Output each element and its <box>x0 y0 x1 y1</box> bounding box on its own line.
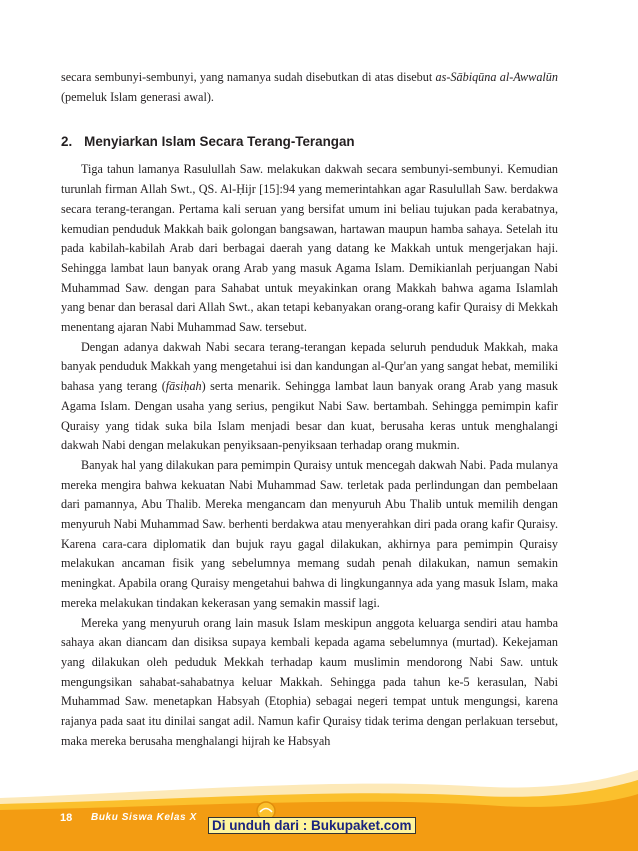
page-number: 18 <box>60 812 73 824</box>
paragraph-3: Banyak hal yang dilakukan para pemimpin Quraisy untuk mencegah dakwah Nabi. Pada mulanya mereka mengira bahwa kekuatan Nabi Muhammad Saw. terletak pada perlindungan dan pembelaan dari pamannya, Abu Thalib. Mereka mengancam dan menyuruh Abu Thalib untuk memilih dengan menyuruh Nabi Muhammad Saw. berhenti berdakwa atau menyerahkan diri pada orang kafir Quraisy. Karena cara-cara diplomatik dan bujuk rayu gagal dilakukan, akhirnya para pemimpin Quraisy melakukan ancaman fisik yang sebelumnya memang sudah penah dilakukan, namun semakin meningkat. Apabila orang Quraisy mengetahui bahwa di lingkungannya ada yang masuk Islam, maka mereka melakukan tindakan kekerasan yang semakin massif lagi. <box>61 457 558 610</box>
section-title: Menyiarkan Islam Secara Terang-Terangan <box>84 134 355 150</box>
paragraph-4: Mereka yang menyuruh orang lain masuk Islam meskipun anggota keluarga sendiri atau hamba sahaya akan diancam dan disiksa supaya kembali kepada agama sebelumnya (murtad). Kekejaman yang dilakukan oleh peduduk Mekkah terhadap kaum muslimin mendorong Nabi Saw. untuk mengungsikan sahabat-sahabatnya keluar Makkah. Sehingga pada tahun ke-5 kerasulan, Nabi Muhammad Saw. menetapkan Habsyah (Etophia) sebagai negeri tempat untuk mengungsi, karena rajanya pada saat itu dinilai sangat adil. Namun kafir Quraisy tidak terima dengan perlakuan tersebut, maka mereka berusaha menghalangi hijrah ke Habsyah <box>61 615 558 748</box>
intro-term: as-Sābiqūna al-Awwalūn <box>435 70 558 84</box>
intro-text: secara sembunyi-sembunyi, yang namanya sudah disebutkan di atas disebut <box>61 70 436 84</box>
section-number: 2. <box>61 134 73 150</box>
paragraph-2 <box>61 338 558 456</box>
paragraph-2-text: Dengan adanya dakwah Nabi secara terang-terangan kepada seluruh penduduk Makkah, maka banyak penduduk Makkah yang mengetahui isi dan kandungan al-Qur'an yang sangat hebat, memiliki bahasa yang terang ( <box>61 339 558 394</box>
footer-wave-band <box>0 770 638 851</box>
paragraph-1: Tiga tahun lamanya Rasulullah Saw. melakukan dakwah secara sembunyi-sembunyi. Kemudian turunlah firman Allah Swt., QS. Al-Ḥijr [15]:94 yang memerintahkan agar Rasulullah Saw. berdakwa secara terang-terangan. Pertama kali seruan yang bersifat umum ini beliau tujukan pada kerabatnya, kemudian penduduk Makkah baik golongan bangsawan, hartawan maupun hamba sahaya. Setelah itu pada kabilah-kabilah Arab dari berbagai daerah yang datang ke Makkah untuk mengerjakan haji. Sehingga lambat laun banyak orang Arab yang masuk Agama Islam. Demikianlah perjuangan Nabi Muhammad Saw. dengan para Sahabat untuk meyakinkan orang Makkah bahwa agama Islamlah yang benar dan berasal dari Allah Swt., akan tetapi kebanyakan orang-orang kafir Quraisy di Mekkah menentang ajaran Nabi Muhammad Saw. tersebut. <box>61 162 558 335</box>
page-content <box>61 68 558 752</box>
paragraph-2-term: fāsiḥah <box>165 379 202 394</box>
intro-paragraph <box>61 68 558 107</box>
paragraph-2-text-end: ) serta menarik. Sehingga lambat laun banyak orang Arab yang masuk Agama Islam. Dengan usaha yang serius, pengikut Nabi Saw. bertambah. Sehingga pemimpin kafir Quraisy yang tidak suka bila Islam menjadi besar dan kuat, berusaha keras untuk menghalangi dakwah Nabi dengan melakukan penyiksaan-penyiksaan terhadap orang mukmin. <box>61 379 558 453</box>
download-source-banner[interactable]: Di unduh dari : Bukupaket.com <box>208 817 416 834</box>
section-heading <box>61 134 558 149</box>
book-title: Buku Siswa Kelas X <box>91 812 197 823</box>
intro-text-end: (pemeluk Islam generasi awal). <box>61 89 214 104</box>
